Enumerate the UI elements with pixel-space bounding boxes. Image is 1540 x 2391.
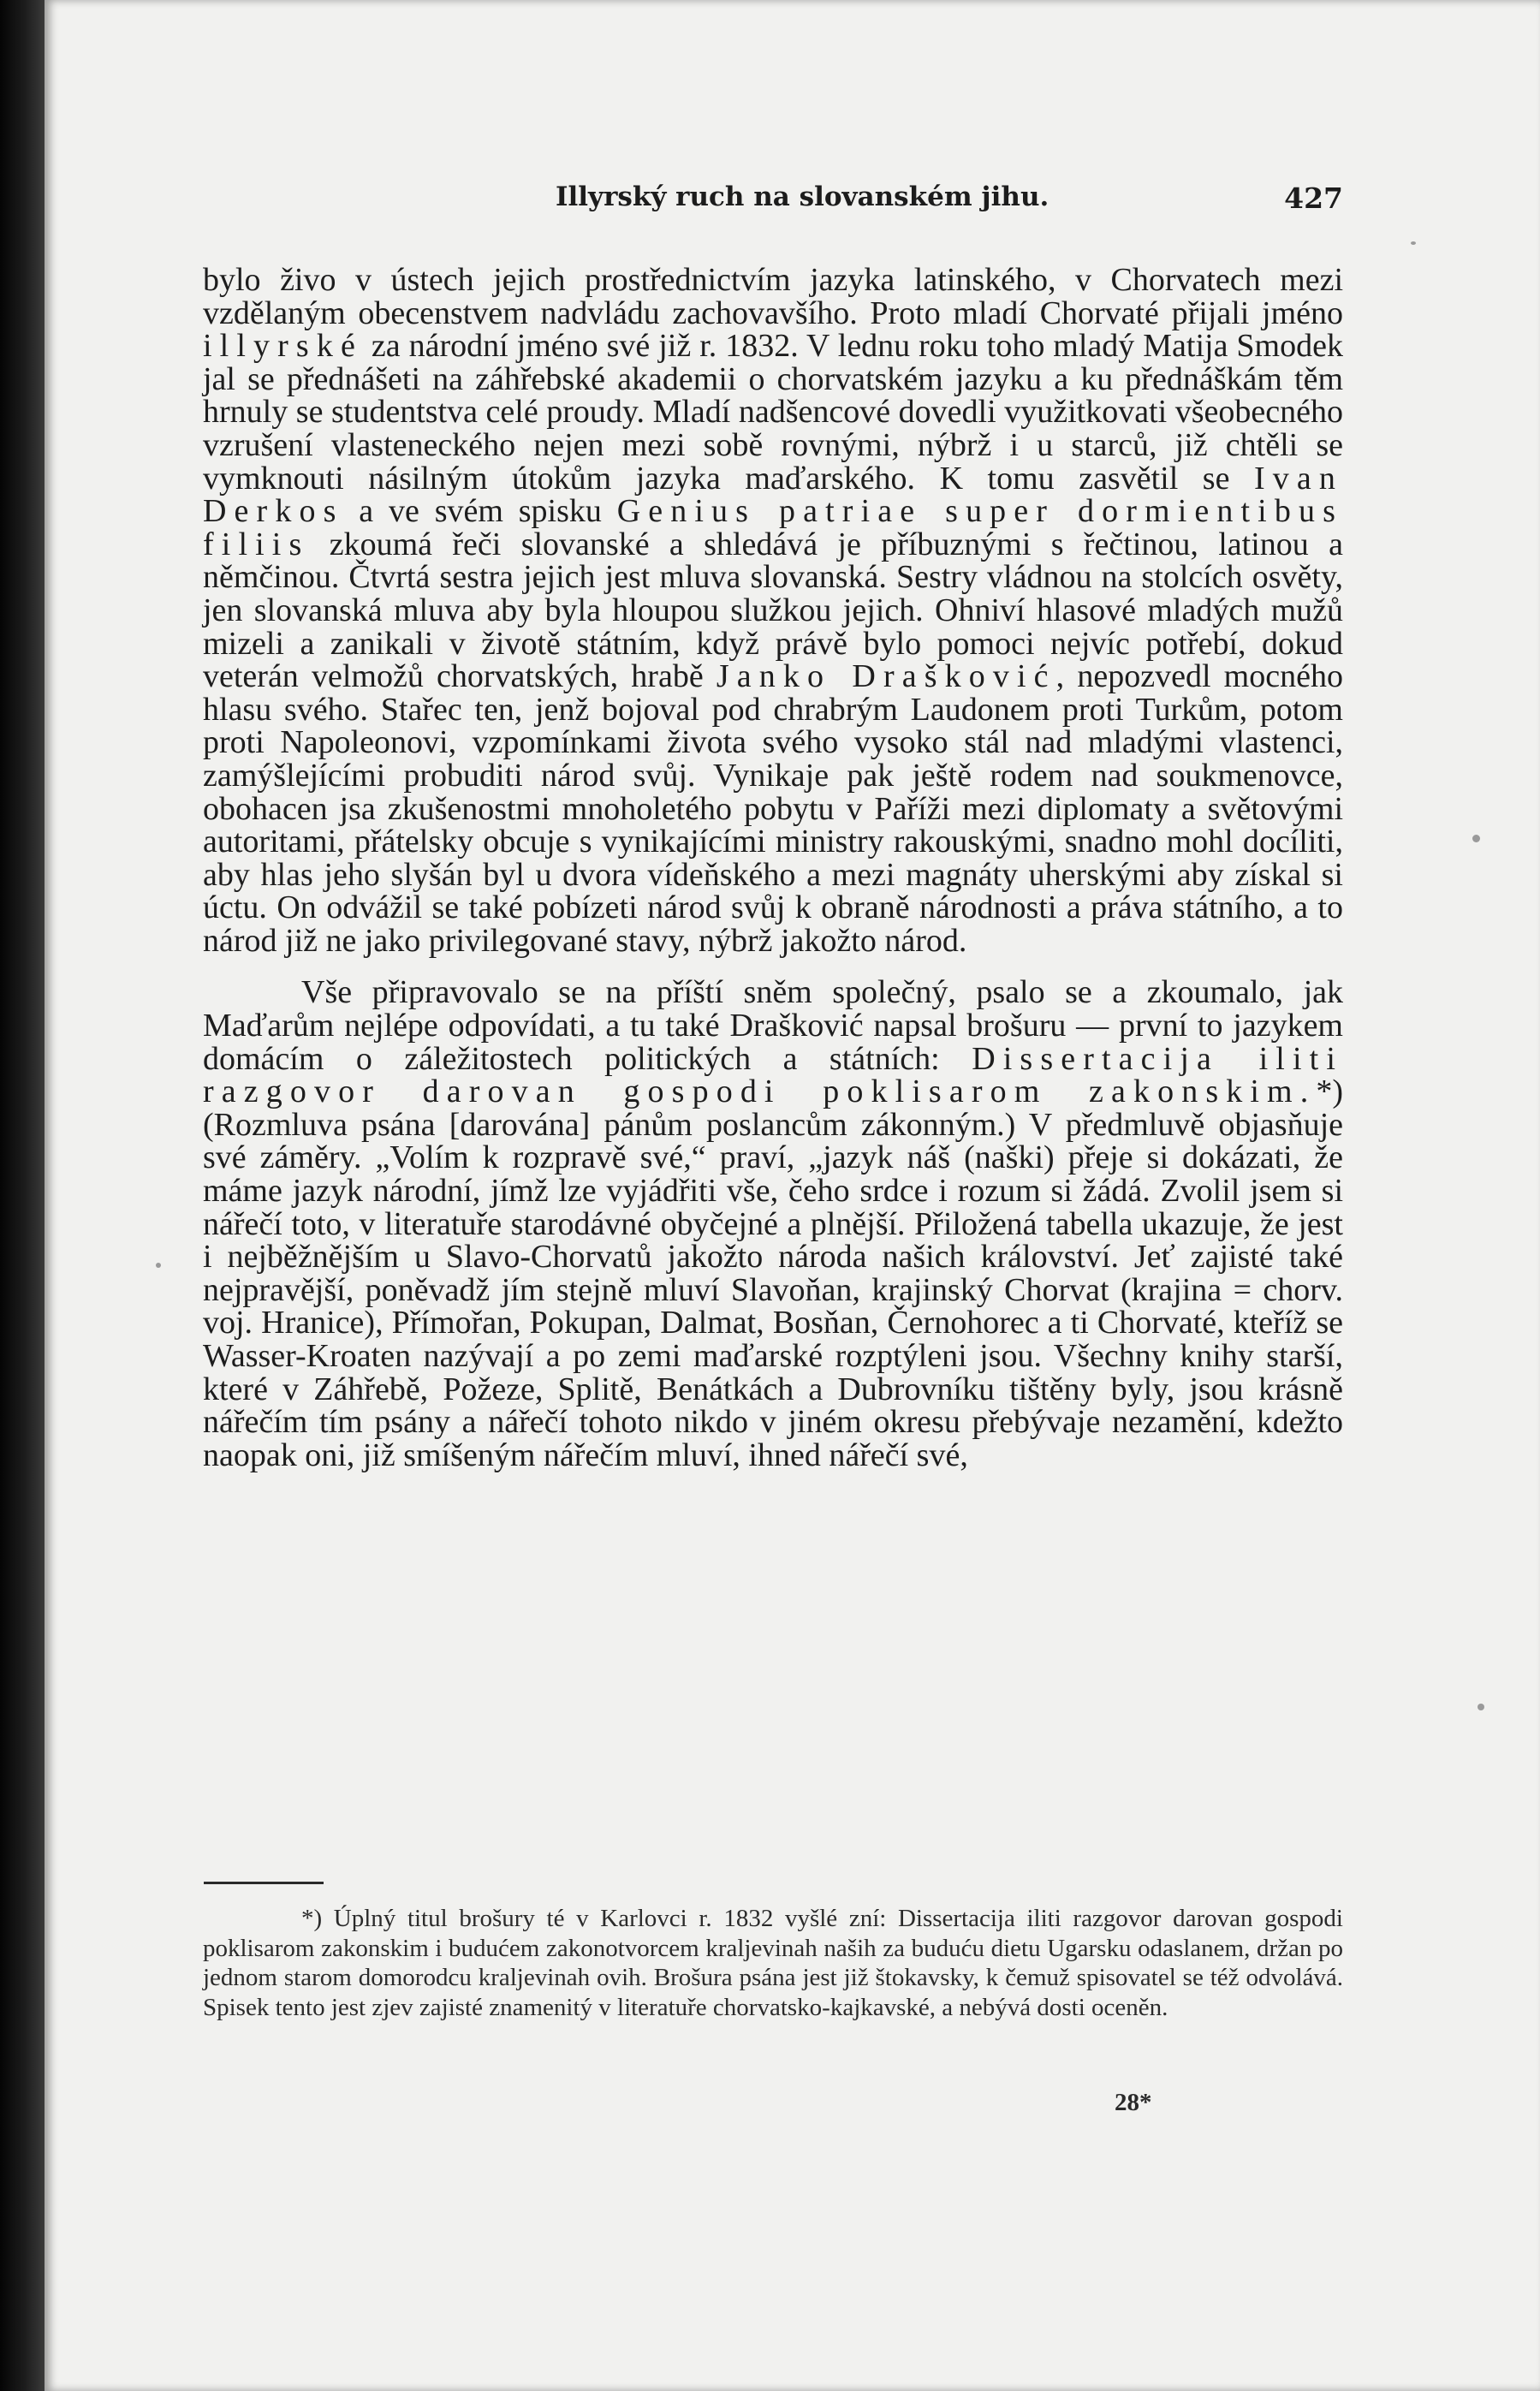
main-text <box>203 264 1343 1472</box>
emphasis-genius-patriae: Genius patriae super dormientibus filiis <box>203 493 1343 562</box>
footnote: *) Úplný titul brošury té v Karlovci r. 1832 vyšlé zní: Dissertacija iliti razgovor darovan gospodi poklisarom zakonskim i budućem zakonotvorcem kraljevinah naših za buduću dietu Ugarsku odaslanem, držan po jednom starom domorodcu kraljevinah ovih. Brošura psána jest již štokavsky, k čemuž spisovatel se též odvolává. Spisek tento jest zjev zajisté znamenitý v literatuře chorvatsko-kajkavské, a nebývá dosti oceněn. <box>203 1905 1343 2021</box>
signature-mark: 28* <box>1115 2089 1152 2116</box>
book-spine-shadow <box>0 0 45 2391</box>
paragraph-2 <box>203 976 1343 1472</box>
emphasis-illyrske: illyrské <box>203 328 363 365</box>
emphasis-ivan-derkos: Ivan Derkos <box>203 460 1343 530</box>
paragraph-1-text-3: a ve svém spisku <box>343 493 617 530</box>
paragraph-2-text-2: *) (Rozmluva psána [darována] pánům poslancům zákonným.) V předmluvě objasňuje své záměry. „Volím k rozpravě své,“ praví, „jazyk náš (naški) přeje si dokázati, že máme jazyk národní, jímž lze vyjádřiti vše, čeho srdce i rozum si žádá. Zvolil jsem si nářečí toto, v literatuře starodávné obyčejné a plnější. Přiložená tabella ukazuje, že jest i nejběžnějším u Slavo-Chorvatů jakožto národa našich království. Jeť zajisté také nejpravější, poněvadž jím stejně mluví Slavoňan, krajinský Chorvat (krajina = chorv. voj. Hranice), Přímořan, Pokupan, Dalmat, Bosňan, Černohorec a ti Chorvaté, kteříž se Wasser-Kroaten nazývají a po zemi maďarské rozptýleni jsou. Všechny knihy starší, které v Záhřebě, Požeze, Splitě, Benátkách a Dubrovníku tištěny byly, jsou krásně nářečím tím psány a nářečí tohoto nikdo v jiném okresu přebývaje nezamění, kdežto naopak oni, již smíšeným nářečím mluví, ihned nářečí své, <box>203 1074 1343 1473</box>
footnote-rule <box>204 1882 324 1884</box>
paper-speck <box>1472 835 1480 842</box>
paragraph-1-text-2: za národní jméno své již r. 1832. V lednu roku toho mladý Matija Smodek jal se přednášeti na záhřebské akademii o chorvatském jazyku a ku přednáškám těm hrnuly se studentstva celé proudy. Mladí nadšencové dovedli využitkovati všeobecného vzrušení vlasteneckého nejen mezi sobě rovnými, nýbrž i u starců, již chtěli se vymknouti násilným útokům jazyka maďarského. K tomu zasvětil se <box>203 328 1343 497</box>
paragraph-1 <box>203 264 1343 957</box>
paragraph-1-text-5: , nepozvedl mocného hlasu svého. Stařec ten, jenž bojoval pod chrabrým Laudonem proti Turkům, potom proti Napoleonovi, vzpomínkami života svého vysoko stál nad mladými vlastenci, zamýšlejícími probuditi národ svůj. Vynikaje pak ještě rodem nad soukmenovce, obohacen jsa zkušenostmi mnoholetého pobytu v Paříži mezi diplomaty a světovými autoritami, přátelsky obcuje s vynikajícími ministry rakouskými, snadno mohl docíliti, aby hlas jeho slyšán byl u dvora vídeňského a mezi magnáty uherskými aby získal si úctu. On odvážil se také pobízeti národ svůj k obraně národnosti a práva státního, a to národ již ne jako privilegované stavy, nýbrž jakožto národ. <box>203 658 1343 959</box>
page-header <box>203 181 1343 219</box>
paper-speck <box>156 1263 161 1268</box>
page-number: 427 <box>1284 181 1343 215</box>
paragraph-1-text-4: zkoumá řeči slovanské a shledává je příbuznými s řečtinou, latinou a němčinou. Čtvrtá sestra jejich jest mluva slovanská. Sestry vládnou na stolcích osvěty, jen slovanská mluva aby byla hloupou služkou jejich. Ohniví hlasové mladých mužů mizeli a zanikali v životě státním, když právě bylo pomoci nejvíc potřebí, dokud veterán velmožů chorvatských, hrabě <box>203 526 1343 695</box>
book-page <box>45 0 1540 2391</box>
paper-speck <box>1478 1704 1484 1710</box>
running-title: Illyrský ruch na slovanském jihu. <box>556 181 1049 212</box>
emphasis-dissertacija-title: Dissertacija iliti razgovor darovan gospodi poklisarom zakonskim. <box>203 1040 1343 1110</box>
paragraph-1-text-1: bylo živo v ústech jejich prostřednictvím jazyka latinského, v Chorvatech mezi vzdělaným obecenstvem nadvládu zachovavšího. Proto mladí Chorvaté přijali jméno <box>203 262 1343 331</box>
paragraph-2-text-1: Vše připravovalo se na příští sněm společný, psalo se a zkoumalo, jak Maďarům nejlépe odpovídati, a tu také Drašković napsal brošuru — první to jazykem domácím o záležitostech politických a státních: <box>203 974 1343 1077</box>
emphasis-janko-draskovic: Janko Drašković <box>716 658 1056 695</box>
paper-speck <box>1411 241 1416 245</box>
